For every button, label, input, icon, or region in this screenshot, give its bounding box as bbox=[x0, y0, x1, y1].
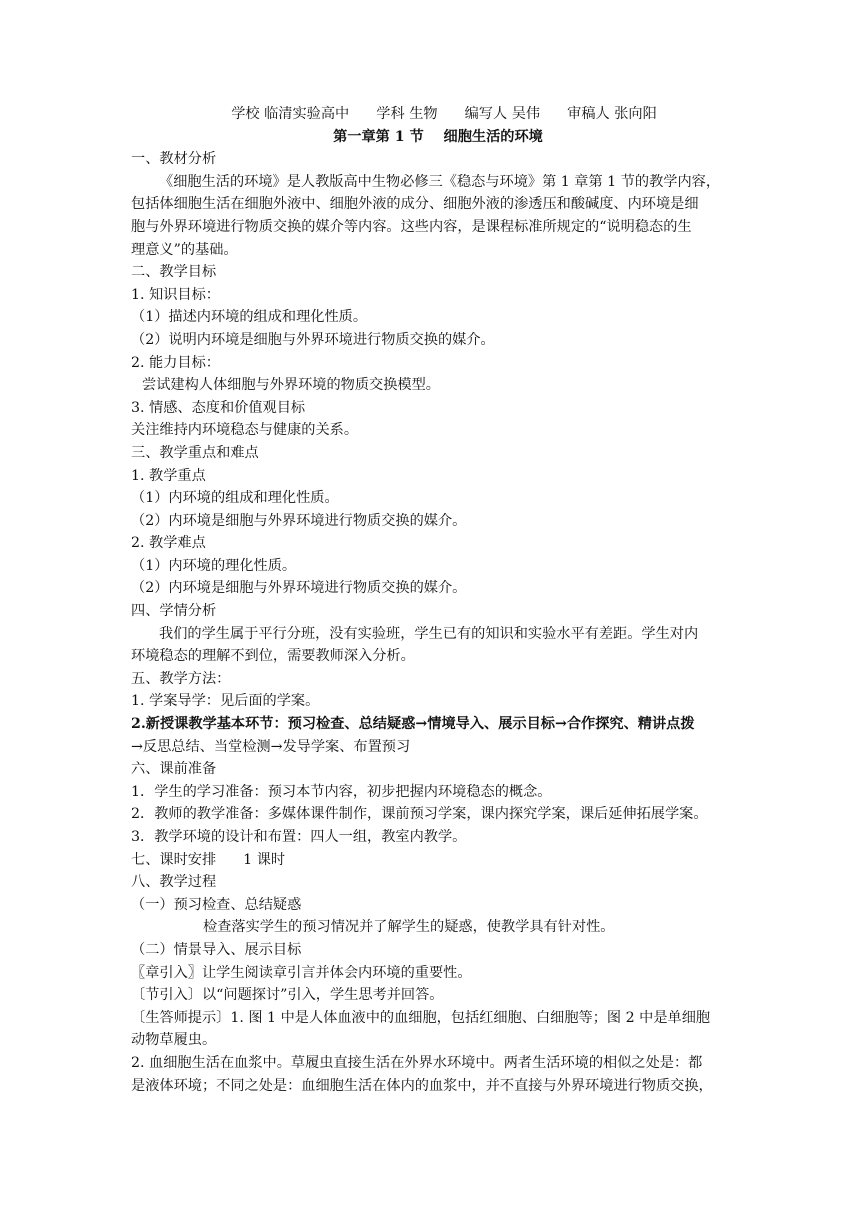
paragraph-line: 环境稳态的理解不到位，需要教师深入分析。 bbox=[131, 648, 415, 665]
list-item: （2）内环境是细胞与外界环境进行物质交换的媒介。 bbox=[131, 512, 467, 529]
document-title: 第一章第 1 节 细胞生活的环境 bbox=[333, 128, 543, 145]
paragraph-line: 理意义”的基础。 bbox=[131, 241, 238, 258]
paragraph-line: →反思总结、当堂检测→发导学案、布置预习 bbox=[131, 738, 411, 755]
subheading: 2. 教学难点 bbox=[131, 535, 206, 552]
paragraph-line: 动物草履虫。 bbox=[131, 1032, 217, 1049]
paragraph-line: 2. 血细胞生活在血浆中。草履虫直接生活在外界水环境中。两者生活环境的相似之处是：都 bbox=[131, 1054, 703, 1071]
paragraph-line: 〔生答师提示〕1. 图 1 中是人体血液中的血细胞，包括红细胞、白细胞等；图 2 中是单细胞 bbox=[131, 1009, 711, 1026]
paragraph-line: 包括体细胞生活在细胞外液中、细胞外液的成分、细胞外液的渗透压和酸碱度、内环境是细 bbox=[131, 196, 699, 213]
paragraph-line: 我们的学生属于平行分班，没有实验班，学生已有的知识和实验水平有差距。学生对内 bbox=[159, 625, 699, 642]
list-item: （1）描述内环境的组成和理化性质。 bbox=[131, 309, 368, 326]
section-heading: 八、教学过程 bbox=[131, 874, 217, 891]
document-page bbox=[131, 103, 737, 1097]
list-item: （1）内环境的组成和理化性质。 bbox=[131, 490, 339, 507]
section-heading: 一、教材分析 bbox=[131, 151, 217, 168]
paragraph-line: 《细胞生活的环境》是人教版高中生物必修三《稳态与环境》第 1 章第 1 节的教学内容， bbox=[159, 173, 721, 190]
section-heading: 七、课时安排 1 课时 bbox=[131, 851, 286, 868]
section-heading: 五、教学方法： bbox=[131, 670, 231, 687]
document-header: 学校 临清实验高中 学科 生物 编写人 吴伟 审稿人 张向阳 bbox=[231, 106, 657, 122]
subheading: 2. 能力目标： bbox=[131, 354, 220, 371]
list-item: （2）说明内环境是细胞与外界环境进行物质交换的媒介。 bbox=[131, 331, 495, 348]
subheading: 1. 教学重点 bbox=[131, 467, 206, 484]
list-item: （2）内环境是细胞与外界环境进行物质交换的媒介。 bbox=[131, 580, 467, 597]
section-heading: 三、教学重点和难点 bbox=[131, 444, 259, 461]
paragraph-line: 〖章引入〗让学生阅读章引言并体会内环境的重要性。 bbox=[131, 964, 472, 981]
paragraph-line: 检查落实学生的预习情况并了解学生的疑惑，使教学具有针对性。 bbox=[203, 919, 615, 936]
section-heading: 六、课前准备 bbox=[131, 761, 217, 778]
list-item: （1）内环境的理化性质。 bbox=[131, 557, 297, 574]
list-item: 1．学生的学习准备：预习本节内容，初步把握内环境稳态的概念。 bbox=[131, 783, 552, 800]
subheading: （二）情景导入、展示目标 bbox=[131, 941, 302, 958]
subheading: （一）预习检查、总结疑惑 bbox=[131, 896, 302, 913]
list-item: 2．教师的教学准备：多媒体课件制作，课前预习学案，课内探究学案，课后延伸拓展学案。 bbox=[131, 806, 708, 823]
subheading: 3. 情感、态度和价值观目标 bbox=[131, 399, 306, 416]
paragraph-line: 尝试建构人体细胞与外界环境的物质交换模型。 bbox=[142, 377, 440, 394]
section-heading: 四、学情分析 bbox=[131, 603, 217, 620]
paragraph-line: 是液体环境；不同之处是：血细胞生活在体内的血浆中，并不直接与外界环境进行物质交换， bbox=[131, 1077, 713, 1094]
list-item-bold: 2.新授课教学基本环节：预习检查、总结疑惑→情境导入、展示目标→合作探究、精讲点拨 bbox=[131, 716, 695, 733]
list-item: 3．教学环境的设计和布置：四人一组，教室内教学。 bbox=[131, 829, 467, 845]
subheading: 1. 知识目标： bbox=[131, 286, 220, 303]
list-item: 1. 学案导学：见后面的学案。 bbox=[131, 693, 320, 710]
paragraph-line: 胞与外界环境进行物质交换的媒介等内容。这些内容，是课程标准所规定的“说明稳态的生 bbox=[131, 218, 692, 235]
paragraph-line: 〔节引入〕以“问题探讨”引入，学生思考并回答。 bbox=[131, 987, 444, 1004]
paragraph-line: 关注维持内环境稳态与健康的关系。 bbox=[131, 422, 359, 439]
section-heading: 二、教学目标 bbox=[131, 264, 217, 281]
